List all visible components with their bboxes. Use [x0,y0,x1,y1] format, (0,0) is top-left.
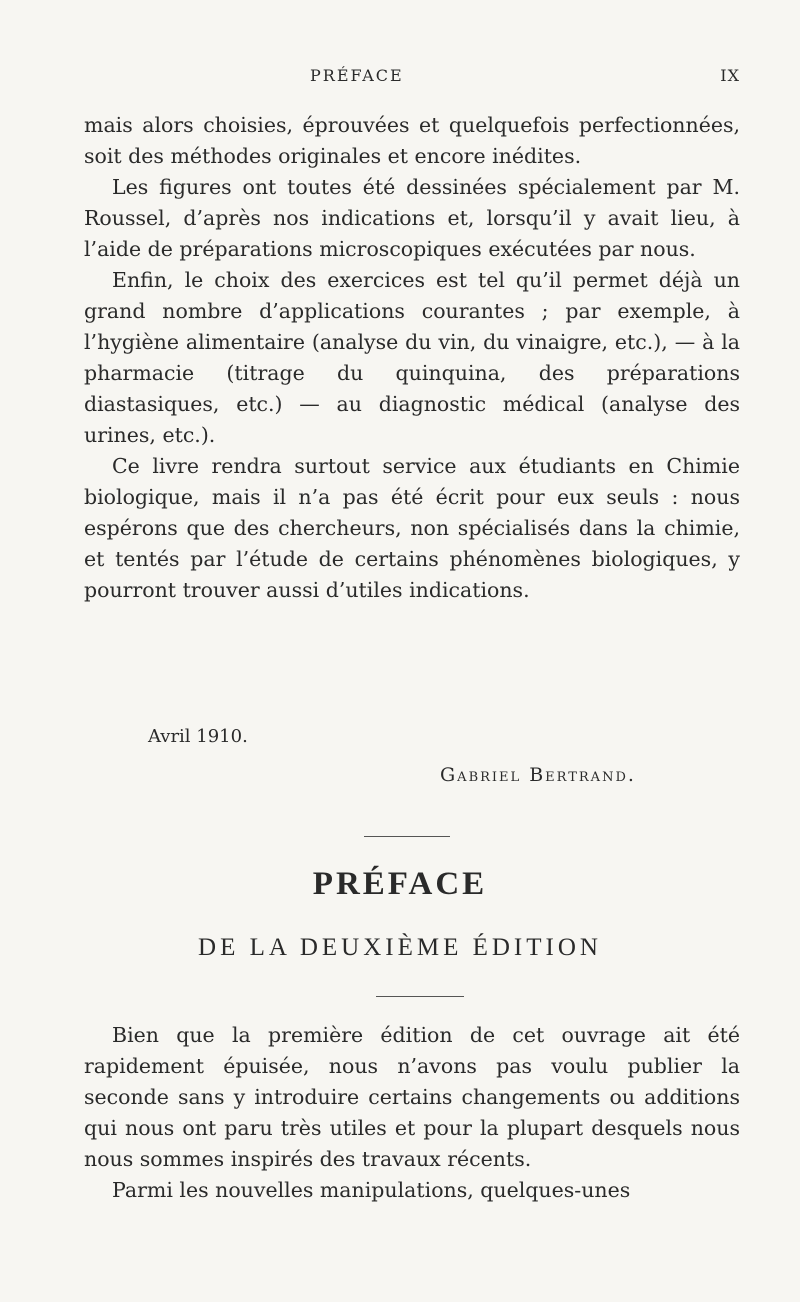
second-preface-text [84,1020,740,1206]
running-header [120,66,740,90]
first-preface-text [84,110,740,606]
paragraph: Ce livre rendra surtout service aux étudiants en Chimie biologique, mais il n’a pas été écrit pour eux seuls : nous espérons que des chercheurs, non spécialisés dans la chimie, et tentés par l’étude de certains phénomènes biologiques, y pourront trouver aussi d’utiles indications. [84,454,740,602]
section-subtitle: DE LA DEUXIÈME ÉDITION [198,934,602,961]
page-number: IX [720,66,740,85]
preface-date: Avril 1910. [148,726,248,747]
paragraph: Enfin, le choix des exercices est tel qu’il permet déjà un grand nombre d’applications courantes ; par exemple, à l’hygiène alimentaire (analyse du vin, du vinaigre, etc.), — à la pharmacie (titrage du quinquina, des préparations diastasiques, etc.) — au diagnostic médical (analyse des urines, etc.). [84,268,740,447]
paragraph: Parmi les nouvelles manipulations, quelques-unes [112,1178,631,1202]
section-title: PRÉFACE [312,866,488,902]
paragraph: mais alors choisies, éprouvées et quelquefois perfectionnées, soit des méthodes originales et encore inédites. [84,113,740,168]
running-title: PRÉFACE [310,66,404,85]
section-divider [364,836,450,837]
paragraph: Les figures ont toutes été dessinées spécialement par M. Roussel, d’après nos indications et, lorsqu’il y avait lieu, à l’aide de préparations microscopiques exécutées par nous. [84,175,740,261]
paragraph: Bien que la première édition de cet ouvrage ait été rapidement épuisée, nous n’avons pas voulu publier la seconde sans y introduire certains changements ou additions qui nous ont paru très utiles et pour la plupart desquels nous nous sommes inspirés des travaux récents. [84,1023,740,1171]
section-divider [376,996,464,997]
author-signature: Gabriel Bertrand. [440,764,636,786]
